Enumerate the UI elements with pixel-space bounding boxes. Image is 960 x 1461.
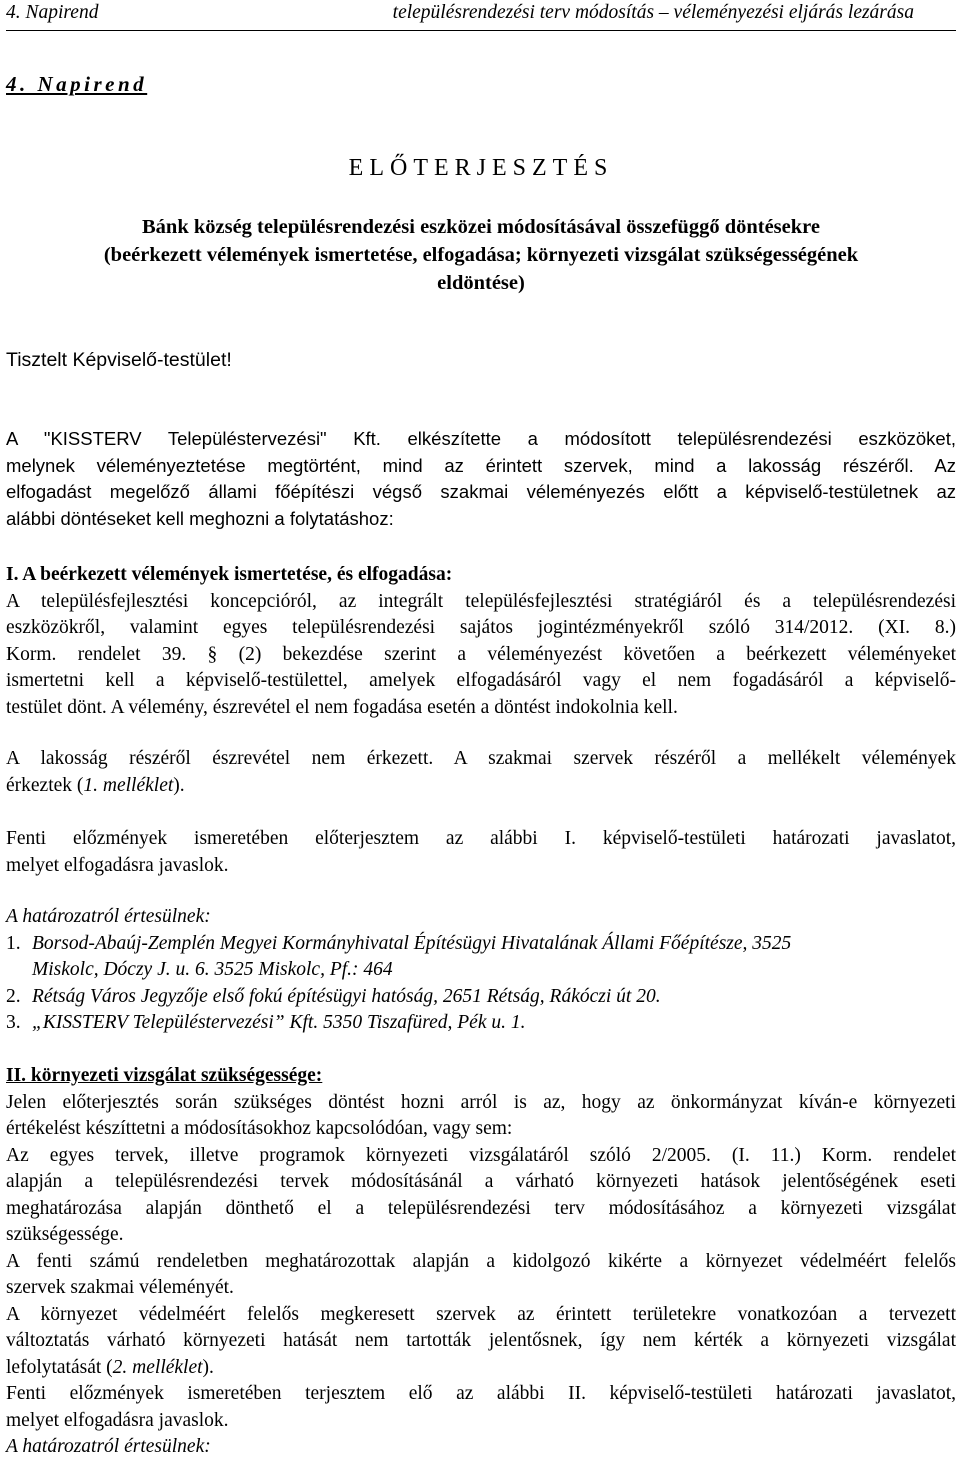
text-line: testület dönt. A vélemény, észrevétel el nem fogadása esetén a döntést indokolnia kell. [6, 696, 678, 718]
section-1-proposal-paragraph [6, 826, 956, 879]
text-line: ismertetni kell a képviselő-testülettel, amelyek elfogadásáról vagy el nem fogadásáról a képviselő- [6, 670, 956, 691]
text-line: értékelést készíttetni a módosításokhoz kapcsolódóan, vagy sem: [6, 1118, 513, 1139]
text-line: Jelen előterjesztés során szükséges döntést hozni arról is az, hogy az önkormányzat kíván-e környezeti [6, 1091, 956, 1113]
text-line: Fenti előzmények ismeretében előterjesztem az alábbi I. képviselő-testületi határozati javaslatot, [6, 828, 956, 849]
text-line: A "KISSTERV Településtervezési" Kft. elkészítette a módosított településrendezési eszközöket, [6, 428, 956, 449]
agenda-item-title: 4. Napirend [6, 72, 148, 96]
recipient-item: 1. Borsod-Abaúj-Zemplén Megyei Kormányhivatal Építésügyi Hivatalának Állami Főépítésze, 3525 Miskolc, Dóczy J. u. 6. 3525 Miskolc, Pf.: 464 [6, 932, 792, 980]
text-line: Az egyes tervek, illetve programok környezeti vizsgálatáról szóló 2/2005. (I. 11.) Korm. rendelet [6, 1144, 956, 1166]
document-title: ELŐTERJESZTÉS [348, 155, 614, 181]
text-line: alábbi döntéseket kell meghozni a folytatáshoz: [6, 507, 394, 529]
text-line: Fenti előzmények ismeretében terjesztem elő az alábbi II. képviselő-testületi határozati javaslatot, [6, 1383, 956, 1404]
text-line: A településfejlesztési koncepcióról, az integrált településfejlesztési stratégiáról és a településrendezési [6, 590, 956, 612]
running-header [6, 2, 956, 31]
text-line: melyet elfogadásra javaslok. [6, 854, 229, 876]
subject-line: Bánk község településrendezési eszközei módosításával összefüggő döntésekre [142, 216, 820, 238]
text-line: Korm. rendelet 39. § (2) bekezdése szerint a véleményezést követően a beérkezett véleményeket [6, 643, 956, 665]
recipient-item: 2. Rétság Város Jegyzője első fokú építésügyi hatóság, 2651 Rétság, Rákóczi út 20. [6, 985, 661, 1007]
text-line: szükségessége. [6, 1224, 124, 1245]
recipient-list [6, 931, 956, 1037]
section-1-recipients [6, 904, 956, 1037]
section-1 [6, 562, 956, 721]
salutation: Tisztelt Képviselő-testület! [6, 349, 232, 371]
annex-reference: 2. melléklet [112, 1356, 203, 1378]
text-line: meghatározása alapján dönthető el a településrendezési terv módosításához a környezeti vizsgálat [6, 1197, 956, 1219]
recipients-heading: A határozatról értesülnek: [6, 906, 211, 927]
recipients-heading: A határozatról értesülnek: [6, 1436, 211, 1457]
section-1-heading: I. A beérkezett vélemények ismertetése, és elfogadása: [6, 564, 453, 585]
section-2 [6, 1063, 956, 1461]
text-line: elfogadást megelőző állami főépítészi végső szakmai véleményezés előtt a képviselő-testületnek az [6, 481, 956, 502]
recipient-item: 3. „KISSTERV Településtervezési” Kft. 5350 Tiszafüred, Pék u. 1. [6, 1012, 526, 1033]
text-line: szervek szakmai véleményét. [6, 1277, 234, 1298]
header-topic: településrendezési terv módosítás – véleményezési eljárás lezárása [392, 2, 914, 23]
text-line: A lakosság részéről észrevétel nem érkezett. A szakmai szervek részéről a mellékelt vélemények [6, 748, 956, 769]
section-2-heading: II. környezeti vizsgálat szükségessége: [6, 1065, 323, 1086]
subject-line: eldöntése) [437, 272, 525, 294]
text-line: alapján a településrendezési tervek módosításánál a várható környezeti hatások jelentőségének eseti [6, 1171, 956, 1192]
text-line: eszközökről, valamint egyes településrendezési sajátos jogintézményekről szóló 314/2012. (XI. 8.) [6, 617, 956, 638]
text-line: A környezet védelméért felelős megkeresett szervek az érintett területekre vonatkozóan a tervezett [6, 1303, 956, 1325]
text-line: A fenti számú rendeletben meghatározottak alapján a kidolgozó kikérte a környezet védelméért felelős [6, 1250, 956, 1272]
subject-block [6, 213, 956, 297]
text-line: érkeztek (1. melléklet). [6, 774, 185, 796]
subject-line: (beérkezett vélemények ismertetése, elfogadása; környezeti vizsgálat szükségességének [103, 244, 859, 266]
text-line: változtatás várható környezeti hatását nem tartották jelentősnek, így nem kérték a környezeti vizsgálat [6, 1330, 956, 1351]
intro-paragraph [6, 426, 956, 532]
text-line: lefolytatását (2. melléklet). [6, 1356, 214, 1378]
header-agenda-label: 4. Napirend [6, 2, 99, 23]
text-line: melynek véleményeztetése megtörtént, mind az érintett szervek, mind a lakosság részéről. Az [6, 454, 956, 476]
annex-reference: 1. melléklet [83, 774, 174, 796]
text-line: melyet elfogadásra javaslok. [6, 1409, 229, 1431]
section-1-feedback-paragraph [6, 746, 956, 799]
